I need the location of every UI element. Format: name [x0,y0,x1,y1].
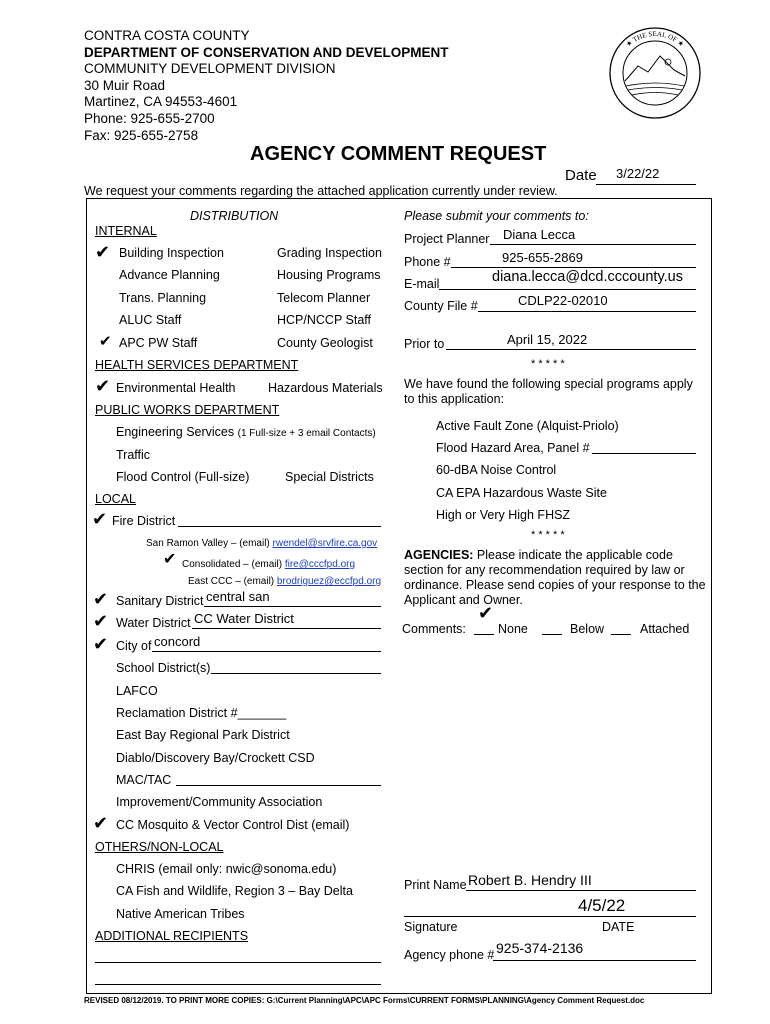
agency-phone-label: Agency phone # [404,948,495,962]
east-ccc-email-link[interactable]: brodriguez@eccfpd.org [276,576,382,587]
east-ccc-label: East CCC – (email) [188,576,275,587]
aluc-staff-label: ALUC Staff [119,313,182,327]
footer-revision: REVISED 08/12/2019. TO PRINT MORE COPIES: G:\Current Planning\APC\APC Forms\CURRENT FORMS\PLANNING\Agency Comment Request.doc [84,996,645,1005]
ca-fish-label: CA Fish and Wildlife, Region 3 – Bay Delta [116,884,353,898]
engineering-note: (1 Full-size + 3 email Contacts) [237,428,376,439]
phone-field[interactable]: 925-655-2869 [502,250,583,265]
intro-text: We request your comments regarding the attached application currently under review. [84,184,558,198]
city-field[interactable]: concord [154,634,201,649]
san-ramon-email-link[interactable]: rwendel@srvfire.ca.gov [272,538,378,549]
fire-district-label: Fire District [112,514,176,528]
additional-line-1[interactable] [95,962,381,963]
trans-planning-label: Trans. Planning [119,291,207,305]
city-address: Martinez, CA 94553-4601 [84,94,238,110]
attached-label: Attached [640,622,690,636]
date-field[interactable]: 3/22/22 [616,166,660,181]
county-geologist-label: County Geologist [277,336,373,350]
agencies-line-4: Applicant and Owner. [404,593,523,607]
date-caption: DATE [602,920,635,934]
advance-planning-label: Advance Planning [119,268,220,282]
water-field[interactable]: CC Water District [194,611,294,626]
local-heading: LOCAL [95,492,136,506]
additional-line-2[interactable] [95,984,381,985]
internal-heading: INTERNAL [95,224,157,238]
water-line [192,628,381,629]
print-name-label: Print Name [404,878,467,892]
consolidated-row [182,559,355,570]
county-file-field[interactable]: CDLP22-02010 [518,293,608,308]
ebrpd-label: East Bay Regional Park District [116,728,290,742]
agencies-line-1 [404,548,673,562]
engineering-label: Engineering Services [116,425,235,439]
stars-divider-1: * * * * * [531,358,565,370]
flood-hazard-line [592,453,696,454]
hcp-staff-label: HCP/NCCP Staff [277,313,372,327]
haz-materials-label: Hazardous Materials [268,381,383,395]
city-line [152,651,381,652]
sanitary-checkmark-icon[interactable]: ✔ [93,589,109,609]
noise-control-label: 60-dBA Noise Control [436,463,557,477]
others-heading: OTHERS/NON-LOCAL [95,840,224,854]
prior-to-field[interactable]: April 15, 2022 [507,332,588,347]
stars-divider-2: * * * * * [531,529,565,541]
grading-inspection-label: Grading Inspection [277,246,382,260]
sanitary-field[interactable]: central san [206,589,270,604]
mac-tac-line [176,785,381,786]
mosquito-label: CC Mosquito & Vector Control Dist (email) [116,818,350,832]
san-ramon-label: San Ramon Valley – (email) [146,538,270,549]
consolidated-label: Consolidated – (email) [182,559,283,570]
department-name: DEPARTMENT OF CONSERVATION AND DEVELOPMENT [84,44,449,60]
submit-heading: Please submit your comments to: [404,209,589,223]
additional-heading: ADDITIONAL RECIPIENTS [95,929,249,943]
improvement-label: Improvement/Community Association [116,795,323,809]
county-name: CONTRA COSTA COUNTY [84,28,250,43]
signature-line[interactable] [404,916,696,917]
agencies-line-3: ordinance. Please send copies of your response to the [404,578,706,592]
date-label: Date [565,167,597,184]
flood-control-label: Flood Control (Full-size) [116,470,250,484]
county-seal-icon [608,26,702,120]
email-line [439,289,696,290]
city-checkmark-icon[interactable]: ✔ [93,634,109,654]
housing-programs-label: Housing Programs [277,268,381,282]
fax-line: Fax: 925-655-2758 [84,127,199,143]
diablo-label: Diablo/Discovery Bay/Crockett CSD [116,751,315,765]
epa-label: CA EPA Hazardous Waste Site [436,486,607,500]
planner-label: Project Planner [404,232,490,246]
lafco-label: LAFCO [116,684,158,698]
fire-district-checkmark-icon[interactable]: ✔ [92,509,108,529]
water-label: Water District [116,616,191,630]
county-file-line [478,311,696,312]
telecom-planner-label: Telecom Planner [277,291,371,305]
agencies-bold: AGENCIES: [404,548,474,562]
phone-line: Phone: 925-655-2700 [84,110,215,126]
none-label: None [498,622,528,636]
school-label: School District(s) [116,661,211,675]
distribution-heading: DISTRIBUTION [190,209,279,223]
east-ccc-row [188,576,381,587]
none-blank[interactable] [474,634,494,635]
agency-address-block [84,28,449,144]
date-field-line [596,184,696,185]
agency-phone-field[interactable]: 925-374-2136 [496,940,584,956]
phone-line [451,267,696,268]
print-name-field[interactable]: Robert B. Hendry III [468,872,592,888]
agencies-line-2: section for any recommendation required by law or [404,563,685,577]
form-title: AGENCY COMMENT REQUEST [250,143,547,165]
special-districts-label: Special Districts [285,470,374,484]
fhsz-label: High or Very High FHSZ [436,508,571,522]
mosquito-checkmark-icon[interactable]: ✔ [93,813,109,833]
planner-field[interactable]: Diana Lecca [503,227,576,242]
consolidated-email-link[interactable]: fire@cccfpd.org [284,559,356,570]
signature-label: Signature [404,920,458,934]
mac-tac-label: MAC/TAC [116,773,172,787]
sanitary-label: Sanitary District [116,594,204,608]
email-field[interactable]: diana.lecca@dcd.cccounty.us [492,269,683,285]
county-file-label: County File # [404,299,478,313]
agencies-text-1: Please indicate the applicable code [473,548,673,562]
prior-to-label: Prior to [404,337,445,351]
building-inspection-label: Building Inspection [119,246,224,260]
prior-to-line [446,349,696,350]
svg-text:★ THE SEAL OF ★: ★ THE SEAL OF ★ [624,29,686,49]
found-text-2: to this application: [404,392,505,406]
flood-hazard-label: Flood Hazard Area, Panel # [436,441,590,455]
native-tribes-label: Native American Tribes [116,907,245,921]
agency-phone-line [493,960,696,961]
street-address: 30 Muir Road [84,77,166,93]
health-services-heading: HEALTH SERVICES DEPARTMENT [95,358,299,372]
planner-line [490,244,696,245]
apc-pw-staff-label: APC PW Staff [119,336,198,350]
apc-pw-staff-checkmark-icon[interactable]: ✔ [99,333,112,350]
consolidated-checkmark-icon[interactable]: ✔ [163,551,177,568]
fire-district-line [178,526,381,527]
comments-label: Comments: [402,622,466,636]
city-label: City of [116,639,152,653]
print-name-line [466,890,696,891]
engineering-services [116,425,376,439]
chris-label: CHRIS (email only: nwic@sonoma.edu) [116,862,337,876]
found-text-1: We have found the following special programs apply [404,377,693,391]
env-health-checkmark-icon[interactable]: ✔ [95,376,111,396]
water-checkmark-icon[interactable]: ✔ [93,611,109,631]
below-blank[interactable] [542,634,562,635]
fault-zone-label: Active Fault Zone (Alquist-Priolo) [436,419,619,433]
email-label: E-mail [404,277,440,291]
traffic-label: Traffic [116,448,151,462]
signature-date-field[interactable]: 4/5/22 [578,896,626,915]
attached-blank[interactable] [611,634,631,635]
school-line [211,673,381,674]
none-checkmark-icon[interactable]: ✔ [478,603,494,623]
san-ramon-row [146,538,377,549]
division-name: COMMUNITY DEVELOPMENT DIVISION [84,61,336,77]
reclamation-label: Reclamation District #_______ [116,706,287,720]
phone-label: Phone # [404,255,451,269]
public-works-heading: PUBLIC WORKS DEPARTMENT [95,403,280,417]
building-inspection-checkmark-icon[interactable]: ✔ [95,242,111,262]
below-label: Below [570,622,605,636]
sanitary-line [204,606,381,607]
env-health-label: Environmental Health [116,381,236,395]
